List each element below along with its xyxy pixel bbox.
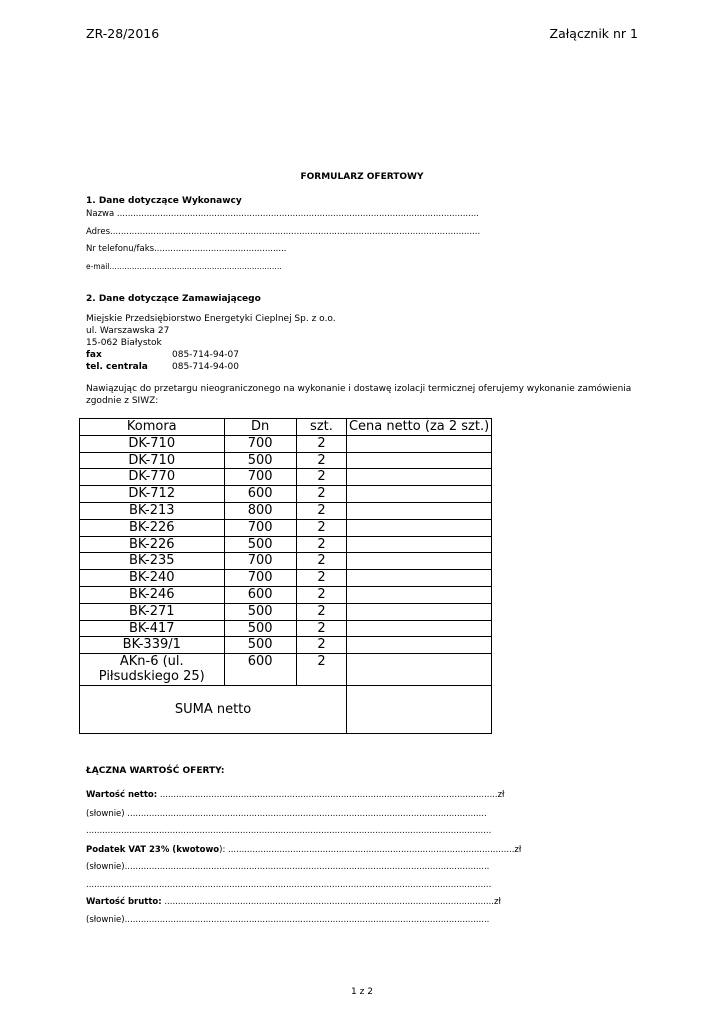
komora-cell: BK-339/1 bbox=[80, 637, 225, 654]
komora-cell: BK-226 bbox=[80, 536, 225, 553]
qty-cell: 2 bbox=[296, 435, 346, 452]
price-input-cell[interactable] bbox=[347, 620, 492, 637]
header-dn: Dn bbox=[224, 419, 296, 436]
komora-cell: BK-213 bbox=[80, 502, 225, 519]
header-komora: Komora bbox=[80, 419, 225, 436]
gross-value-field: ..........................................................................................................................zł bbox=[161, 897, 501, 907]
header-qty: szt. bbox=[296, 419, 346, 436]
table-row bbox=[80, 586, 492, 603]
komora-cell: BK-417 bbox=[80, 620, 225, 637]
dn-cell: 500 bbox=[224, 452, 296, 469]
price-input-cell[interactable] bbox=[347, 570, 492, 587]
qty-cell: 2 bbox=[296, 654, 346, 686]
price-input-cell[interactable] bbox=[347, 603, 492, 620]
client-street: ul. Warszawska 27 bbox=[86, 326, 170, 336]
table-row bbox=[80, 452, 492, 469]
price-input-cell[interactable] bbox=[347, 469, 492, 486]
price-input-cell[interactable] bbox=[347, 553, 492, 570]
table-row bbox=[80, 536, 492, 553]
qty-cell: 2 bbox=[296, 452, 346, 469]
vat-words-continuation: ...................................................................................................................................................... bbox=[86, 880, 492, 890]
phone-label: tel. centrala bbox=[86, 362, 148, 372]
dn-cell: 500 bbox=[224, 603, 296, 620]
vat-field: ): ..........................................................................................................zł bbox=[219, 845, 522, 855]
document-reference: ZR-28/2016 bbox=[86, 26, 160, 41]
komora-cell: BK-226 bbox=[80, 519, 225, 536]
komora-cell: DK-712 bbox=[80, 486, 225, 503]
table-row bbox=[80, 553, 492, 570]
table-row bbox=[80, 486, 492, 503]
qty-cell: 2 bbox=[296, 486, 346, 503]
dn-cell: 500 bbox=[224, 536, 296, 553]
table-row bbox=[80, 469, 492, 486]
komora-cell: BK-240 bbox=[80, 570, 225, 587]
contractor-phone-field: Nr telefonu/faks................................................. bbox=[86, 244, 287, 254]
dn-cell: 700 bbox=[224, 519, 296, 536]
price-input-cell[interactable] bbox=[347, 519, 492, 536]
contractor-email-field: e-mail…………………………………………………………… bbox=[86, 262, 282, 271]
net-value-line bbox=[86, 790, 504, 800]
page-number: 1 z 2 bbox=[351, 987, 373, 997]
price-input-cell[interactable] bbox=[347, 435, 492, 452]
komora-cell: DK-710 bbox=[80, 435, 225, 452]
net-words-continuation: ...................................................................................................................................................... bbox=[86, 826, 492, 836]
price-input-cell[interactable] bbox=[347, 502, 492, 519]
table-header-row bbox=[80, 419, 492, 436]
attachment-label: Załącznik nr 1 bbox=[549, 26, 638, 41]
dn-cell: 700 bbox=[224, 469, 296, 486]
sum-label: SUMA netto bbox=[80, 686, 347, 734]
client-fax-row bbox=[86, 349, 336, 361]
client-address-block bbox=[86, 313, 336, 373]
client-city: 15-062 Białystok bbox=[86, 338, 162, 348]
table-row bbox=[80, 603, 492, 620]
table-row bbox=[80, 620, 492, 637]
qty-cell: 2 bbox=[296, 519, 346, 536]
net-value-field: .............................................................................................................................zł bbox=[157, 790, 505, 800]
price-input-cell[interactable] bbox=[347, 586, 492, 603]
dn-cell: 700 bbox=[224, 570, 296, 587]
price-input-cell[interactable] bbox=[347, 486, 492, 503]
price-input-cell[interactable] bbox=[347, 637, 492, 654]
sum-value-cell[interactable] bbox=[347, 686, 492, 734]
contractor-address-field: Adres......................................................................................................................................... bbox=[86, 227, 481, 237]
komora-cell: DK-710 bbox=[80, 452, 225, 469]
net-value-label: Wartość netto: bbox=[86, 790, 158, 800]
komora-cell: BK-246 bbox=[80, 586, 225, 603]
dn-cell: 700 bbox=[224, 553, 296, 570]
section1-heading: 1. Dane dotyczące Wykonawcy bbox=[86, 196, 242, 206]
table-row bbox=[80, 570, 492, 587]
table-row bbox=[80, 637, 492, 654]
fax-label: fax bbox=[86, 350, 102, 360]
qty-cell: 2 bbox=[296, 570, 346, 587]
client-org-name: Miejskie Przedsiębiorstwo Energetyki Cieplnej Sp. z o.o. bbox=[86, 314, 336, 324]
qty-cell: 2 bbox=[296, 536, 346, 553]
table-row bbox=[80, 435, 492, 452]
contractor-name-field: Nazwa ...................................................................................................................................... bbox=[86, 209, 479, 219]
gross-value-line bbox=[86, 897, 501, 907]
gross-words-field: (słownie)....................................................................................................................................... bbox=[86, 915, 490, 925]
komora-cell: BK-235 bbox=[80, 553, 225, 570]
table-row bbox=[80, 502, 492, 519]
dn-cell: 800 bbox=[224, 502, 296, 519]
vat-line bbox=[86, 845, 521, 855]
komora-line-1: AKn-6 (ul. bbox=[119, 654, 184, 670]
header-price: Cena netto (za 2 szt.) bbox=[347, 419, 492, 436]
komora-cell: BK-271 bbox=[80, 603, 225, 620]
intro-paragraph: Nawiązując do przetargu nieograniczonego na wykonanie i dostawę izolacji termicznej oferujemy wykonanie zamówienia zgodnie z SIWZ: bbox=[86, 384, 632, 406]
fax-number: 085-714-94-07 bbox=[172, 350, 240, 360]
form-title: FORMULARZ OFERTOWY bbox=[300, 172, 424, 182]
phone-number: 085-714-94-00 bbox=[172, 362, 240, 372]
section2-heading: 2. Dane dotyczące Zamawiającego bbox=[86, 294, 261, 304]
table-row bbox=[80, 519, 492, 536]
qty-cell: 2 bbox=[296, 553, 346, 570]
vat-label: Podatek VAT 23% (kwotowo bbox=[86, 845, 220, 855]
offer-table bbox=[79, 418, 492, 734]
price-input-cell[interactable] bbox=[347, 654, 492, 686]
dn-cell: 600 bbox=[224, 486, 296, 503]
qty-cell: 2 bbox=[296, 620, 346, 637]
dn-cell: 700 bbox=[224, 435, 296, 452]
totals-heading: ŁĄCZNA WARTOŚĆ OFERTY: bbox=[86, 766, 225, 776]
price-input-cell[interactable] bbox=[347, 452, 492, 469]
qty-cell: 2 bbox=[296, 586, 346, 603]
sum-row bbox=[80, 686, 492, 734]
price-input-cell[interactable] bbox=[347, 536, 492, 553]
vat-words-field: (słownie)....................................................................................................................................... bbox=[86, 862, 490, 872]
dn-cell: 500 bbox=[224, 637, 296, 654]
qty-cell: 2 bbox=[296, 637, 346, 654]
qty-cell: 2 bbox=[296, 603, 346, 620]
table-row bbox=[80, 654, 492, 686]
client-phone-row bbox=[86, 361, 336, 373]
gross-value-label: Wartość brutto: bbox=[86, 897, 162, 907]
komora-cell bbox=[80, 654, 225, 686]
qty-cell: 2 bbox=[296, 469, 346, 486]
komora-line-2: Piłsudskiego 25) bbox=[98, 669, 205, 685]
dn-cell: 500 bbox=[224, 620, 296, 637]
net-words-field: (słownie) ..................................................................................................................................... bbox=[86, 809, 487, 819]
qty-cell: 2 bbox=[296, 502, 346, 519]
komora-cell: DK-770 bbox=[80, 469, 225, 486]
dn-cell: 600 bbox=[224, 654, 296, 686]
dn-cell: 600 bbox=[224, 586, 296, 603]
